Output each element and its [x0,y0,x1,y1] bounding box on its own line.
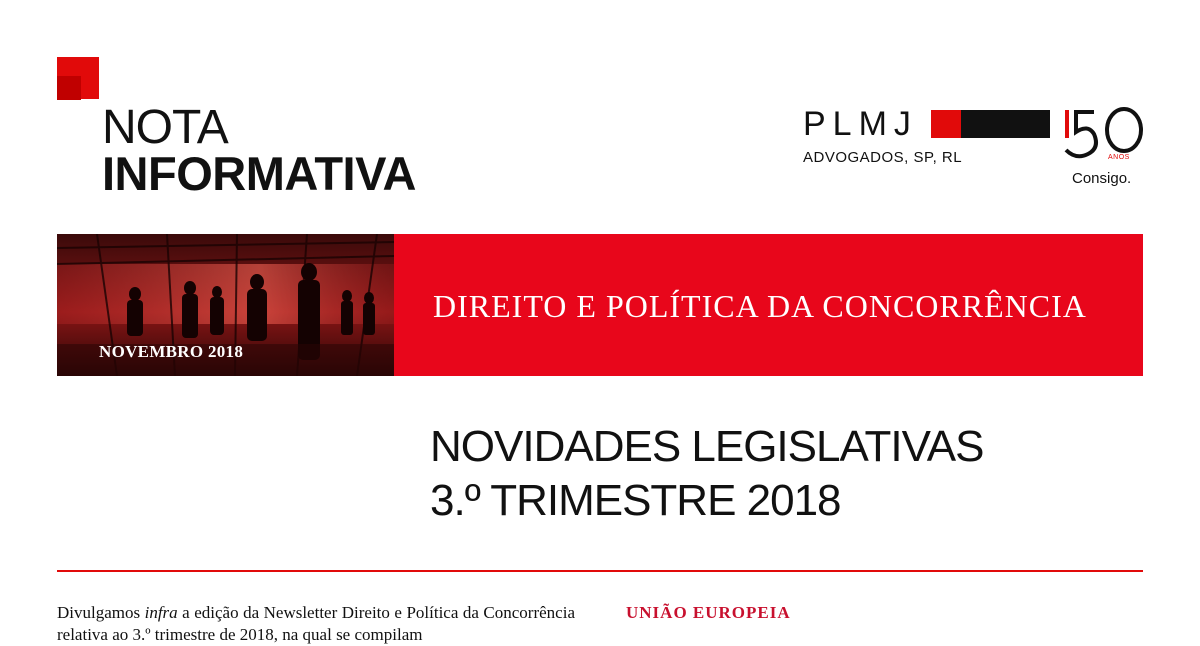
headline-line2: 3.º TRIMESTRE 2018 [430,476,841,525]
topic-banner [57,234,1143,376]
intro-paragraph [57,602,575,646]
document-type-line2: INFORMATIVA [102,147,416,200]
intro-italic-word: infra [144,603,178,622]
brand-bar-red [931,110,961,138]
brand-name: PLMJ [803,105,918,143]
issue-date: NOVEMBRO 2018 [99,342,244,361]
logo-square-small [57,76,81,100]
headline [430,420,983,528]
brand-bar-black [961,110,1050,138]
divider-rule [57,570,1143,572]
intro-text-end: a edição da Newsletter Direito e Política da Concorrência relativa ao 3.º trimestre de 2018, na qual se compilam [57,603,575,644]
banner-photo [57,234,394,376]
brand-subtitle: ADVOGADOS, SP, RL [803,149,963,166]
section-heading: UNIÃO EUROPEIA [626,603,791,622]
brand-tagline: Consigo. [1072,170,1132,187]
intro-text-start: Divulgamos [57,603,145,622]
headline-line1: NOVIDADES LEGISLATIVAS [430,422,984,471]
document-type-line1: NOTA [102,101,228,154]
topic-title: DIREITO E POLÍTICA DA CONCORRÊNCIA [433,288,1087,324]
anniversary-label: ANOS [1108,154,1130,161]
fifty-years-logo [1062,104,1144,164]
